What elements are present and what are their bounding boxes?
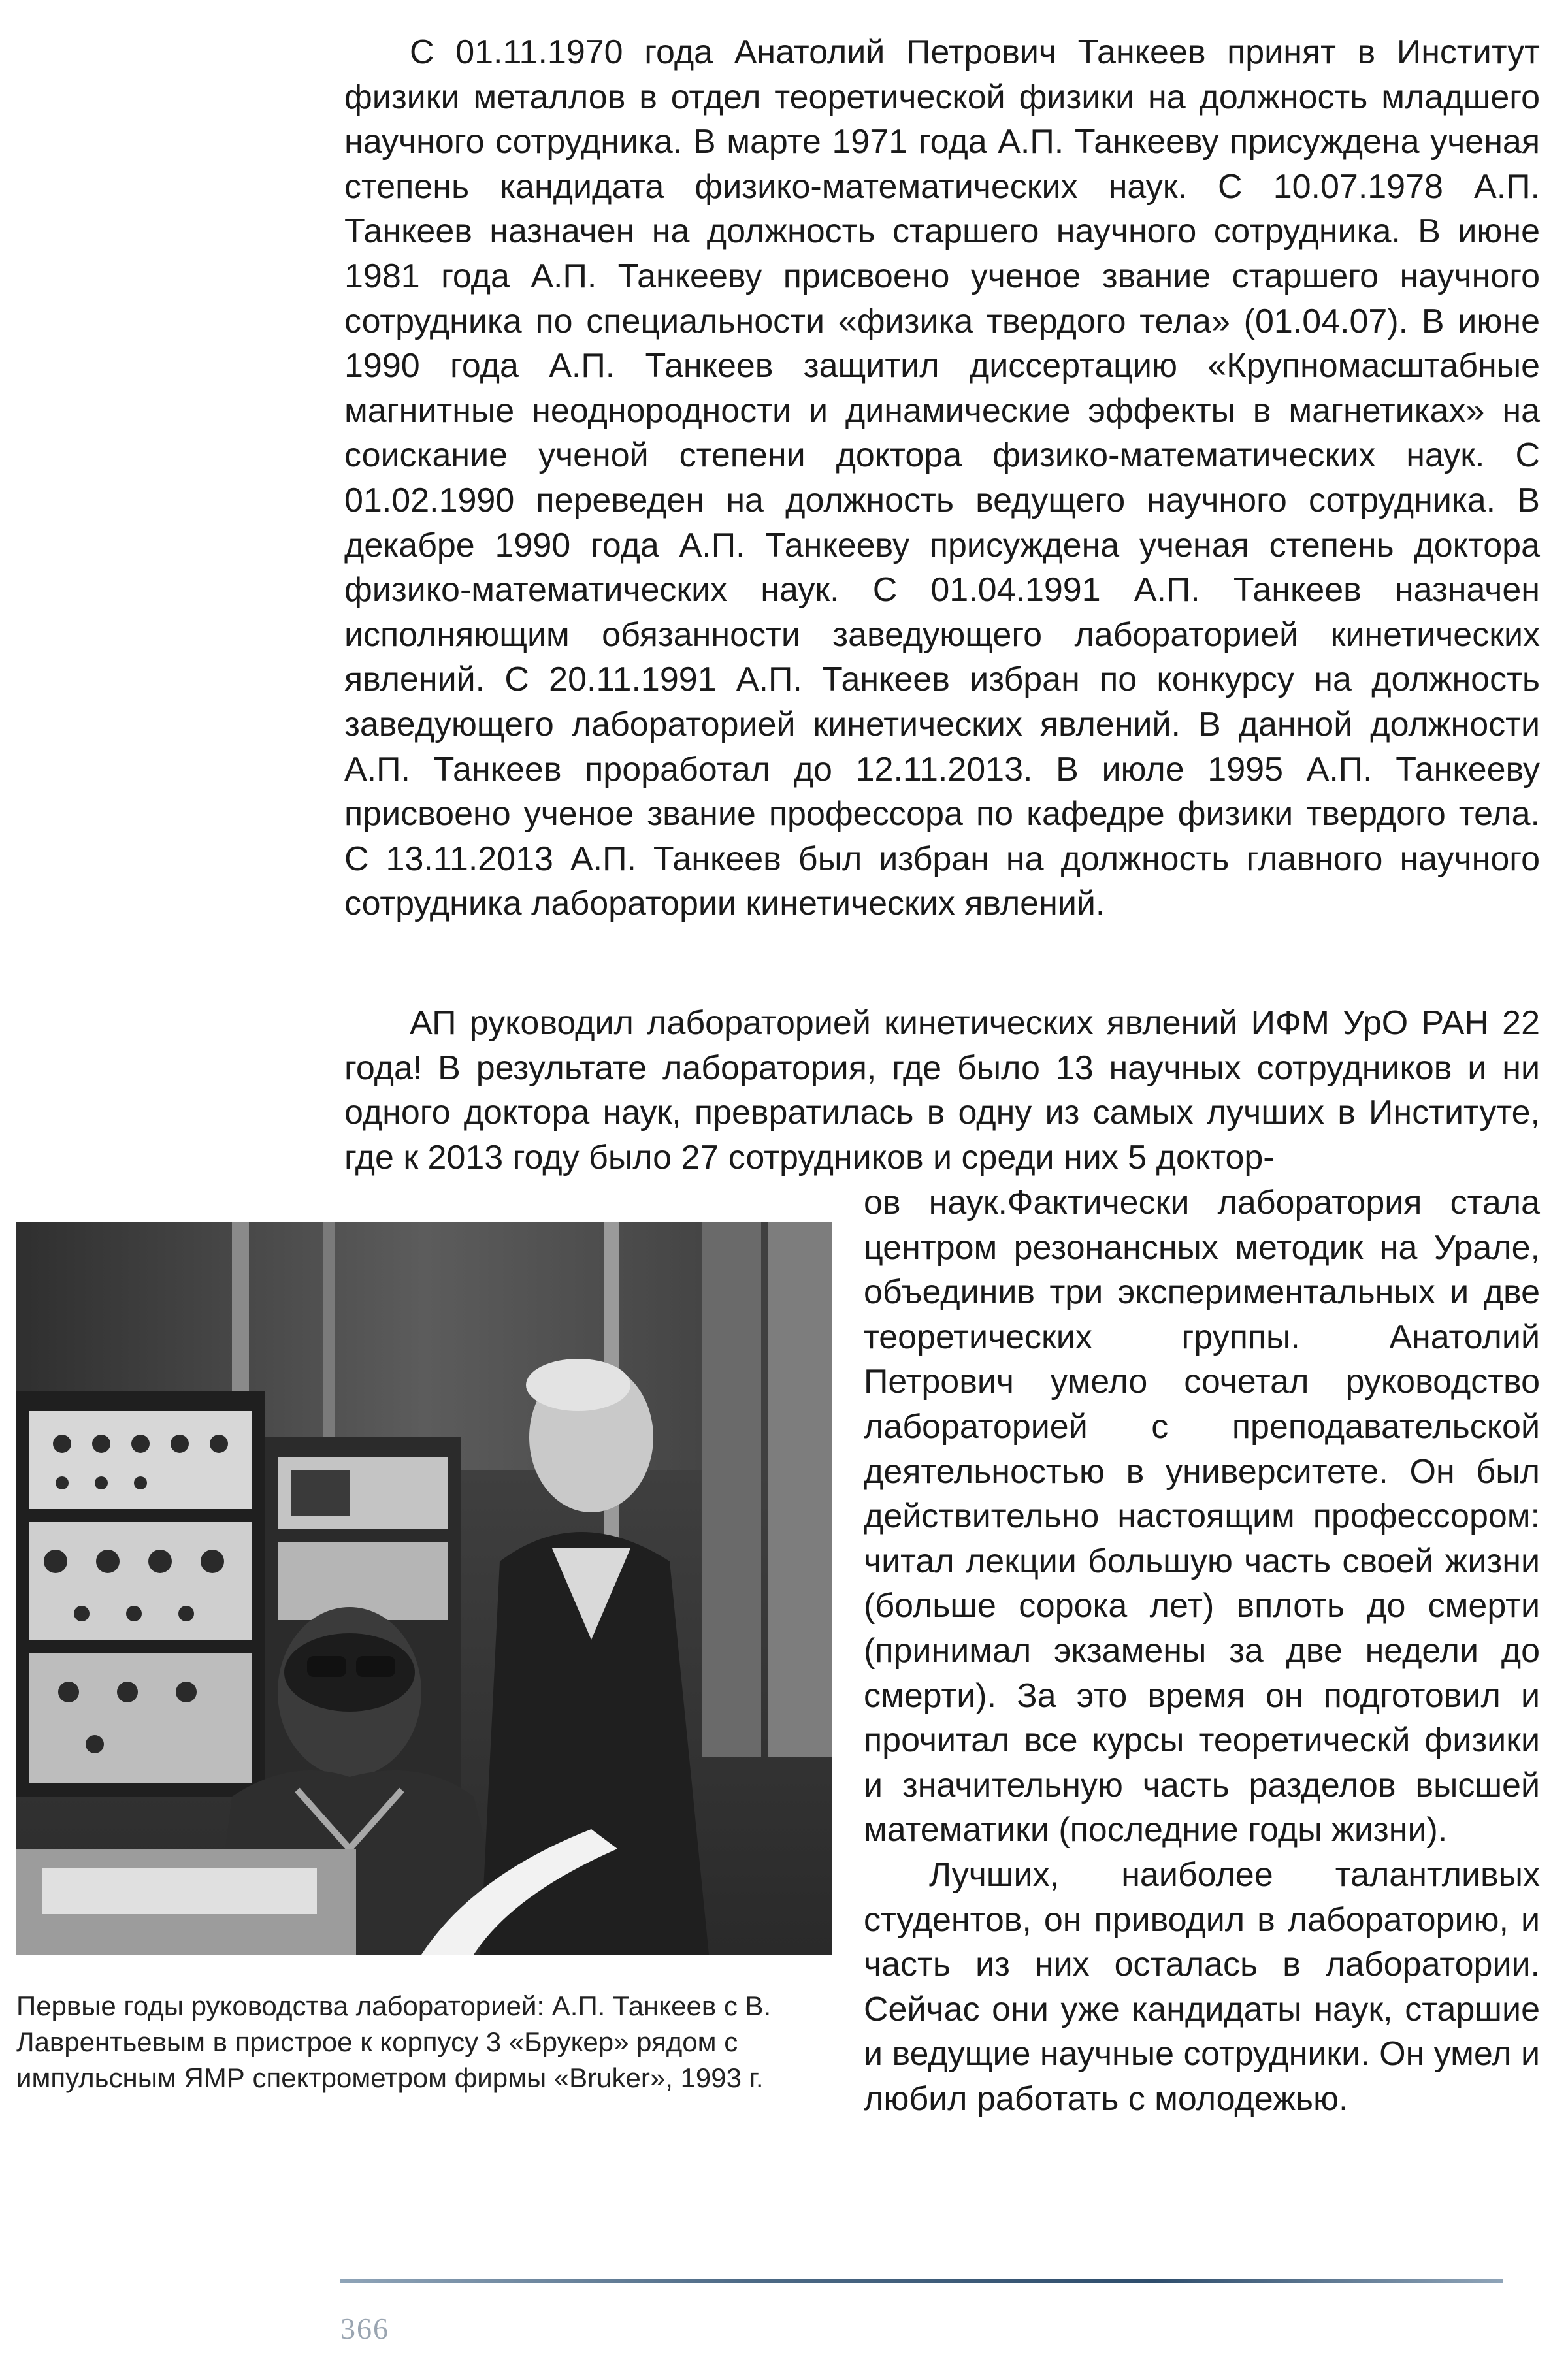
footer-rule	[340, 2279, 1503, 2283]
paragraph-students: Лучших, наиболее талантливых студентов, он приводил в лабораторию, и часть из них осталась в лаборатории. Сейчас они уже кандидаты наук, старшие и ведущие научные сотрудники. Он умел и любил работать с молодежью.	[864, 1855, 1540, 2118]
paragraph-career-history: С 01.11.1970 года Анатолий Петрович Танкеев принят в Институт физики металлов в отдел теоретической физики на должность младшего научного сотрудника. В марте 1971 года А.П. Танкееву присуждена ученая степень кандидата физико-математических наук. С 10.07.1978 А.П. Танкеев назначен на должность старшего научного сотрудника. В июне 1981 года А.П. Танкееву присвоено ученое звание старшего научного сотрудника по специальности «физика твердого тела» (01.04.07). В июне 1990 года А.П. Танкеев защитил диссертацию «Крупномасштабные магнитные неоднородности и динамические эффекты в магнетиках» на соискание ученой степени доктора физико-математических наук. С 01.02.1990 переведен на должность ведущего научного сотрудника. В декабре 1990 года А.П. Танкееву присуждена ученая степень доктора физико-математических наук. С 01.04.1991 А.П. Танкеев назначен исполняющим обязанности заведующего лабораторией кинетических явлений. С 20.11.1991 А.П. Танкеев избран по конкурсу на должность заведующего лабораторией кинетических явлений. В данной должности А.П. Танкеев проработал до 12.11.2013. В июле 1995 А.П. Танкееву присвоено ученое звание профессора по кафедре физики твердого тела. С 13.11.2013 А.П. Танкеев был избран на должность главного научного сотрудника лаборатории кинетических явлений.	[344, 33, 1540, 923]
article-block-middle	[344, 1001, 1540, 1180]
photo-caption: Первые годы руководства лабораторией: А.П. Танкеев с В. Лаврентьевым в пристрое к корпусу 3 «Брукер» рядом с импульсным ЯМР спектрометром фирмы «Bruker», 1993 г.	[16, 1991, 772, 2093]
article-block-top	[344, 30, 1540, 926]
paragraph-lab-leadership-start: АП руководил лабораторией кинетических явлений ИФМ УрО РАН 22 года! В результате лаборатория, где было 13 научных сотрудников и ни одного доктора наук, превратилась в одну из самых лучших в Институте, где к 2013 году было 27 сотрудников и среди них 5 доктор-	[344, 1004, 1540, 1177]
photo-illustration	[16, 1222, 832, 1955]
article-block-right-column	[864, 1180, 1540, 2121]
page-number: 366	[340, 2312, 389, 2345]
archival-photo	[16, 1222, 832, 1955]
paragraph-lab-leadership-continued: ов наук.Фактически лаборатория стала центром резонансных методик на Урале, объединив три экспериментальных и две теоретических группы. Анатолий Петрович умело сочетал руководство лабораторией с преподавательской деятельностью в университете. Он был действительно настоящим профессором: читал лекции большую часть своей жизни (больше сорока лет) вплоть до смерти (принимал экзамены за две недели до смерти). За это время он подготовил и прочитал все курсы теоретическй физики и значительную часть разделов высшей математики (последние годы жизни).	[864, 1184, 1540, 1849]
